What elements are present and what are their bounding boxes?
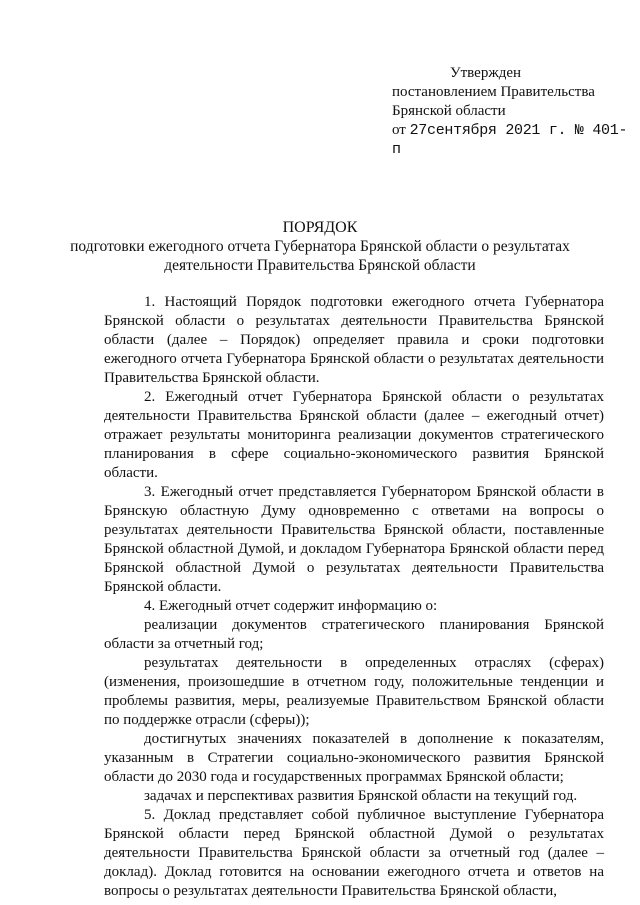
approval-block xyxy=(392,64,632,159)
paragraph-3: 3. Ежегодный отчет представляется Губернатором Брянской области в Брянскую областную Думу одновременно с ответами на вопросы о результатах деятельности Правительства Брянской области, поставленные Брянской областной Думой, и докладом Губернатора Брянской области перед Брянской областной Думой о результатах деятельности Правительства Брянской области. xyxy=(104,484,604,595)
approval-date-stamp: 27сентября 2021 г. № 401-п xyxy=(392,122,628,158)
paragraph-2: 2. Ежегодный отчет Губернатора Брянской области о результатах деятельности Правительства Брянской области (далее – ежегодный отчет) отражает результаты мониторинга реализации документов стратегического планирования в сфере социально-экономического развития Брянской области. xyxy=(104,389,604,481)
list-item-sector-results: результатах деятельности в определенных отраслях (сферах) (изменения, произошедшие в отчетном году, положительные тенденции и проблемы развития, меры, реализуемые Правительством Брянской области по поддержке отрасли (сферы)); xyxy=(104,655,604,728)
paragraph-4: 4. Ежегодный отчет содержит информацию о: xyxy=(144,598,438,614)
approval-line-approved: Утвержден xyxy=(450,65,522,81)
list-item-indicators: достигнутых значениях показателей в дополнение к показателям, указанным в Стратегии социально-экономического развития Брянской области до 2030 года и государственных программах Брянской области; xyxy=(104,731,604,785)
approval-date-prefix: от xyxy=(392,122,406,138)
document-subtitle-line2: деятельности Правительства Брянской области xyxy=(164,257,476,274)
approval-line-region: Брянской области xyxy=(392,103,506,119)
paragraph-5: 5. Доклад представляет собой публичное выступление Губернатора Брянской области перед Брянской областной Думой о результатах деятельности Правительства Брянской области за отчетный год (далее – доклад). Доклад готовится на основании ежегодного отчета и ответов на вопросы о результатах деятельности Правительства Брянской области, xyxy=(104,807,604,899)
list-item-strategic-planning: реализации документов стратегического планирования Брянской области за отчетный год; xyxy=(104,617,604,652)
document-subtitle-line1: подготовки ежегодного отчета Губернатора Брянской области о результатах xyxy=(70,238,570,255)
document-body xyxy=(104,293,604,901)
approval-line-resolution: постановлением Правительства xyxy=(392,84,595,100)
document-heading: ПОРЯДОК xyxy=(282,219,358,236)
approval-line-date xyxy=(392,121,632,159)
paragraph-1: 1. Настоящий Порядок подготовки ежегодного отчета Губернатора Брянской области о результатах деятельности Правительства Брянской области (далее – Порядок) определяет правила и сроки подготовки ежегодного отчета Губернатора Брянской области о результатах деятельности Правительства Брянской области. xyxy=(104,294,604,386)
list-item-tasks: задачах и перспективах развития Брянской области на текущий год. xyxy=(144,788,578,804)
